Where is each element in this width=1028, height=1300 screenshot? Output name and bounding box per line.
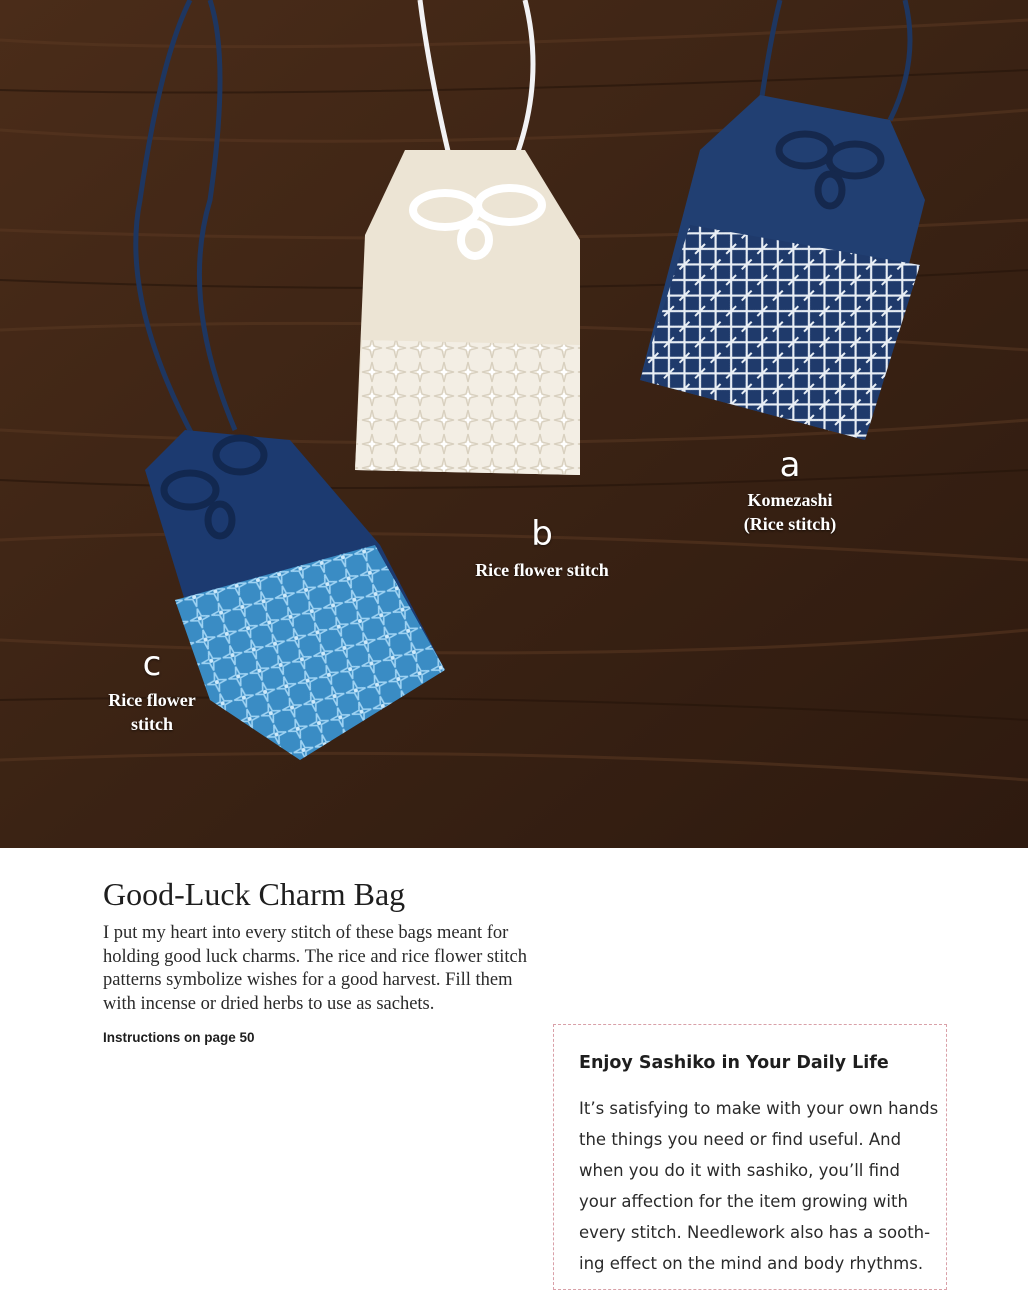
bag-a-letter: a <box>779 445 801 485</box>
bag-a-caption-line: (Rice stitch) <box>743 514 837 534</box>
description-line: with incense or dried herbs to use as sachets. <box>103 993 435 1014</box>
bag-b-caption-line: Rice flower stitch <box>475 560 609 580</box>
sidebar-body <box>579 1093 949 1279</box>
sidebar-title: Enjoy Sashiko in Your Daily Life <box>579 1053 889 1073</box>
article-title: Good-Luck Charm Bag <box>103 876 406 912</box>
sidebar-box <box>553 1024 947 1290</box>
sidebar-body-line: the things you need or find useful. And <box>579 1130 902 1149</box>
description-line: I put my heart into every stitch of these bags meant for <box>103 923 509 943</box>
bag-a-caption-line: Komezashi <box>747 490 833 510</box>
sidebar-body-line: every stitch. Needlework also has a sooth- <box>579 1223 931 1242</box>
charm-bag-b <box>355 150 580 475</box>
sidebar-body-line: It’s satisfying to make with your own hands <box>579 1099 939 1118</box>
article-description <box>103 922 573 1016</box>
bag-b-letter: b <box>531 514 553 554</box>
description-line: patterns symbolize wishes for a good harvest. Fill them <box>103 970 513 990</box>
bag-a-caption <box>700 488 880 536</box>
bag-c-caption-line: stitch <box>131 714 173 734</box>
instructions-reference: Instructions on page 50 <box>103 1030 255 1045</box>
bag-c-caption <box>82 688 222 736</box>
description-line: holding good luck charms. The rice and rice flower stitch <box>103 946 528 967</box>
bag-c-caption-line: Rice flower <box>108 690 196 710</box>
sidebar-body-line: your affection for the item growing with <box>579 1192 908 1211</box>
bag-c-letter: c <box>142 644 162 684</box>
sidebar-body-line: ing effect on the mind and body rhythms. <box>579 1254 924 1273</box>
bag-b-caption <box>442 558 642 582</box>
sidebar-body-line: when you do it with sashiko, you’ll find <box>579 1161 900 1180</box>
